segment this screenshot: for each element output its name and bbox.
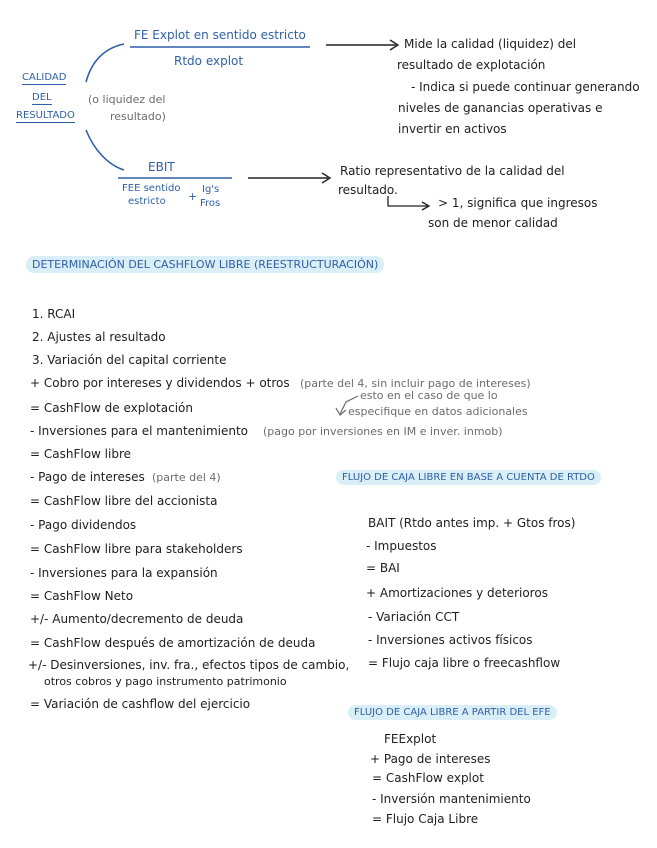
calidad-label-3: RESULTADO <box>16 110 75 121</box>
ebit-denom-1b: estricto <box>128 196 166 207</box>
ebit-arrow-head <box>322 173 330 183</box>
section1-heading: DETERMINACIÓN DEL CASHFLOW LIBRE (REESTRUCTURACIÓN) <box>26 256 384 273</box>
s1-item-9: = CashFlow libre del accionista <box>30 494 218 508</box>
s1-item-2: 2. Ajustes al resultado <box>32 330 166 344</box>
s3-item-2: + Pago de intereses <box>370 752 491 766</box>
ebit-sub-1: > 1, significa que ingresos <box>438 196 598 210</box>
s2-item-2: - Impuestos <box>366 539 437 553</box>
section3-heading: FLUJO DE CAJA LIBRE A PARTIR DEL EFE <box>348 705 557 720</box>
s1-item-16: +/- Desinversiones, inv. fra., efectos tipos de cambio, <box>28 658 350 672</box>
ebit-denom-1a: FEE sentido <box>122 183 181 194</box>
s1-item-7: = CashFlow libre <box>30 447 132 461</box>
inversion-note: (pago por inversiones en IM e inver. inmob) <box>263 425 503 438</box>
ebit-denom-2b: Fros <box>200 198 221 209</box>
brace-bottom-curve <box>86 130 124 170</box>
fe-expl-3: - Indica si puede continuar generando <box>411 80 640 94</box>
s2-item-4: + Amortizaciones y deterioros <box>366 586 548 600</box>
fe-expl-5: invertir en activos <box>398 122 507 136</box>
s1-item-4: + Cobro por intereses y dividendos + otros <box>30 376 290 390</box>
s1-item-1: 1. RCAI <box>32 307 76 321</box>
s1-item-11: = CashFlow libre para stakeholders <box>30 542 243 556</box>
fe-denominator: Rtdo explot <box>174 54 244 68</box>
s1-item-10: - Pago dividendos <box>30 518 137 532</box>
ebit-denom-plus: + <box>188 190 198 203</box>
brace-top-curve <box>86 44 124 82</box>
paren-note-1: (o liquidez del <box>88 93 166 106</box>
fe-expl-4: niveles de ganancias operativas e <box>398 101 603 115</box>
caso-note-2: especifique en datos adicionales <box>348 405 528 418</box>
ebit-numerator: EBIT <box>148 160 175 174</box>
caso-note-1: esto en el caso de que lo <box>360 389 498 402</box>
fe-expl-2: resultado de explotación <box>397 58 546 72</box>
ebit-sub-arrow <box>388 196 428 206</box>
s1-item-8: - Pago de intereses <box>30 470 145 484</box>
s2-item-5: - Variación CCT <box>368 610 460 624</box>
s2-item-3: = BAI <box>366 561 400 575</box>
cobro-note: (parte del 4, sin incluir pago de intereses) <box>300 377 531 390</box>
s3-item-3: = CashFlow explot <box>372 771 484 785</box>
s1-item-12: - Inversiones para la expansión <box>30 566 218 580</box>
s1-item-6: - Inversiones para el mantenimiento <box>30 424 249 438</box>
s1-item-5: = CashFlow de explotación <box>30 401 193 415</box>
s2-item-7: = Flujo caja libre o freecashflow <box>368 656 561 670</box>
calidad-label-1: CALIDAD <box>22 72 67 83</box>
intereses-note: (parte del 4) <box>152 471 221 484</box>
s3-item-1: FEExplot <box>384 732 437 746</box>
ebit-sub-arrow-head <box>422 202 429 210</box>
ebit-expl-1: Ratio representativo de la calidad del <box>340 164 565 178</box>
s3-item-5: = Flujo Caja Libre <box>372 812 479 826</box>
s2-item-6: - Inversiones activos físicos <box>368 633 533 647</box>
s1-item-3: 3. Variación del capital corriente <box>32 353 227 367</box>
fe-numerator: FE Explot en sentido estricto <box>134 28 306 42</box>
calidad-label-2: DEL <box>32 92 52 103</box>
fe-expl-1: Mide la calidad (liquidez) del <box>404 37 577 51</box>
s3-item-4: - Inversión mantenimiento <box>372 792 531 806</box>
ebit-expl-2: resultado. <box>338 183 398 197</box>
s1-item-17: otros cobros y pago instrumento patrimonio <box>44 675 287 688</box>
s1-item-18: = Variación de cashflow del ejercicio <box>30 697 251 711</box>
ebit-sub-2: son de menor calidad <box>428 216 558 230</box>
s2-item-1: BAIT (Rtdo antes imp. + Gtos fros) <box>368 516 576 530</box>
ebit-denom-2a: Ig's <box>202 184 220 195</box>
s1-item-13: = CashFlow Neto <box>30 589 134 603</box>
s1-item-14: +/- Aumento/decremento de deuda <box>30 612 244 626</box>
note-arrow-head <box>336 408 346 415</box>
fe-arrow-head <box>390 40 398 50</box>
paren-note-2: resultado) <box>110 110 166 123</box>
s1-item-15: = CashFlow después de amortización de deuda <box>30 636 316 650</box>
section2-heading: FLUJO DE CAJA LIBRE EN BASE A CUENTA DE RTDO <box>336 470 601 485</box>
